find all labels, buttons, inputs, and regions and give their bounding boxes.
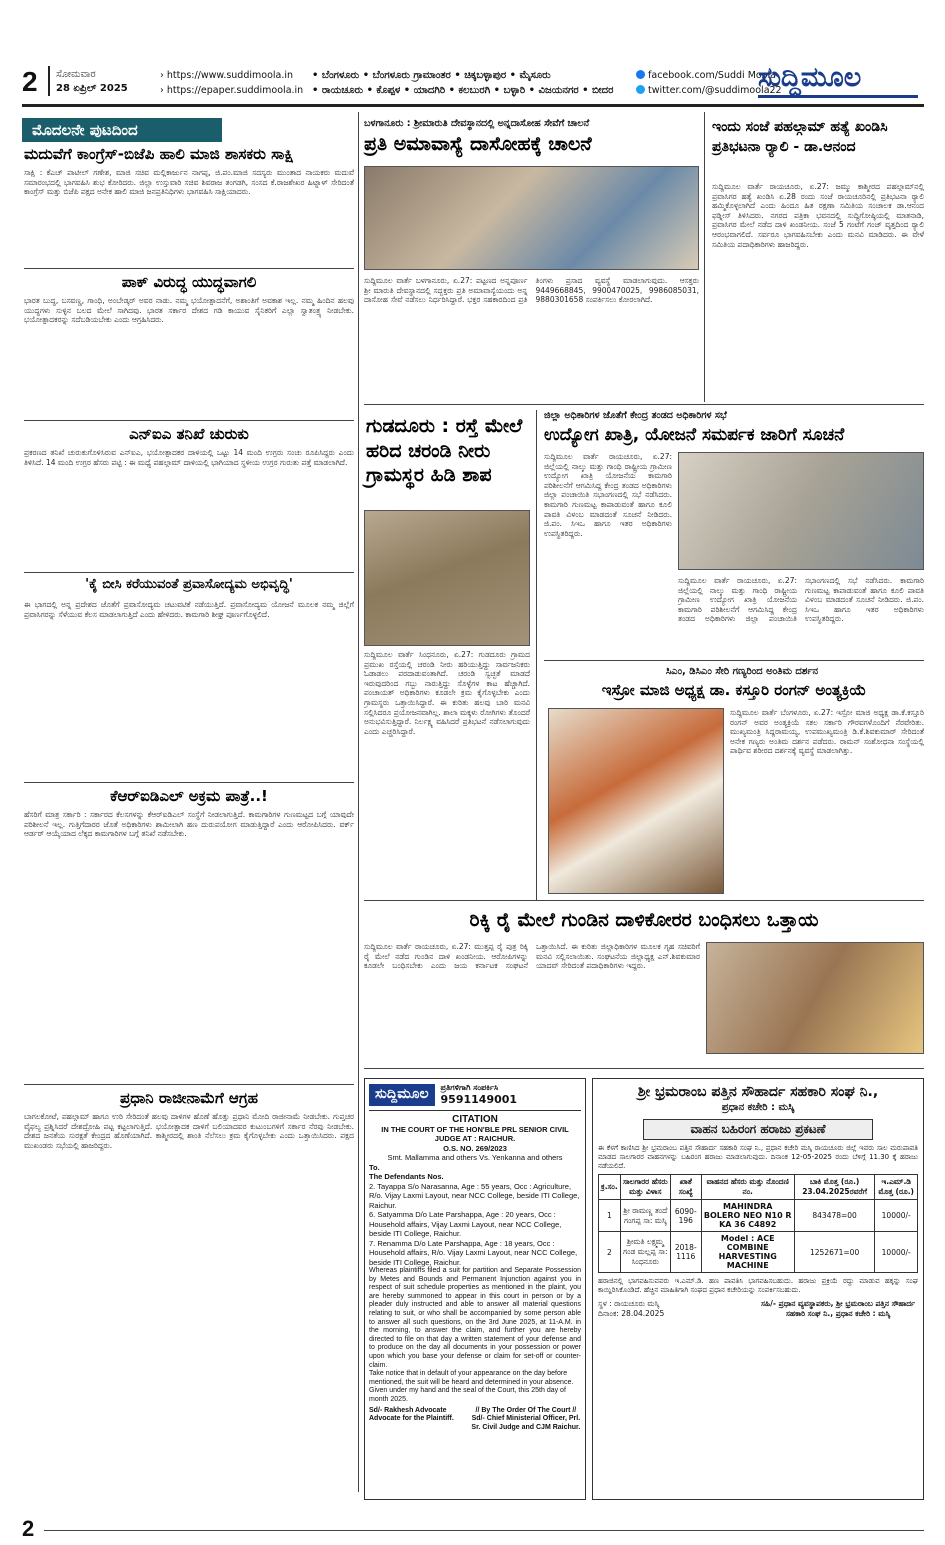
web-links (160, 68, 303, 98)
article-employment: ಸುದ್ದಿಮೂಲ ವಾರ್ತೆ ರಾಯಚೂರು, ಏ.27: ಜಿಲ್ಲೆಯಲ್ಲಿ ನಾಲ್ಕು ಮತ್ತು ಗಾಂಧಿ ರಾಷ್ಟ್ರೀಯ ಗ್ರಾಮೀಣ ಉದ್ಯೋಗ ಖಾತ್ರಿ ಯೋಜನೆಯ ಕಾಮಗಾರಿ ಪರಿಶೀಲನೆಗೆ ಆಗಮಿಸಿದ್ದ ಕೇಂದ್ರ ತಂಡದ ಅಧಿಕಾರಿಗಳು ಜಿಲ್ಲಾ ಪಂಚಾಯಿತಿ ಸಭಾಂಗಣದಲ್ಲಿ ಸಭೆ ನಡೆಸಿದರು. ಕಾಮಗಾರಿ ಗುಣಮಟ್ಟ ಕಾಪಾಡುವಂತೆ ಹಾಗೂ ಕೂಲಿ ಪಾವತಿ ವಿಳಂಬ ಮಾಡದಂತೆ ಸೂಚನೆ ನೀಡಿದರು. ಜಿ.ಪಂ. ಸಿಇಒ ಹಾಗೂ ಇತರ ಅಧಿಕಾರಿಗಳು ಉಪಸ್ಥಿತರಿದ್ದರು. (544, 452, 672, 538)
citation-given: Given under my hand and the seal of the Court, this 25th day of month 2025. (369, 1387, 566, 1403)
cell-account: 6090-196 (670, 1200, 701, 1232)
auction-date: ದಿನಾಂಕ: 28.04.2025 (598, 1308, 665, 1318)
cities-line-1: • ಬೆಂಗಳೂರು • ಬೆಂಗಳೂರು ಗ್ರಾಮಾಂತರ • ಚಿಕ್ಕಬಳ್ಳಾಪುರ • ಮೈಸೂರು (312, 70, 551, 81)
citation-defendants: The Defendants Nos. (369, 1172, 444, 1181)
divider (544, 660, 924, 661)
col-due: ಬಾಕಿ ಮೊತ್ತ (ರೂ.) 23.04.2025ರವರೆಗೆ (794, 1175, 875, 1200)
epaper-link[interactable]: https://epaper.suddimoola.in (166, 85, 304, 96)
photo-meeting (678, 452, 924, 570)
header-divider (48, 66, 50, 96)
cell-name: ಶ್ರೀಮತಿ ಲಕ್ಷ್ಮಮ್ಮ ಗಂಡ ಮಲ್ಲಪ್ಪ ಸಾ: ಸಿಂಧನೂರು (620, 1232, 670, 1273)
globe-icon: › (160, 85, 167, 96)
cell-account: 2018-1116 (670, 1232, 701, 1273)
contact-label: ಪ್ರತಿಗಳಿಗಾಗಿ ಸಂಪರ್ಕಿಸಿ (440, 1083, 499, 1092)
section-badge: ಮೊದಲನೇ ಪುಟದಿಂದ (22, 118, 222, 142)
cities-line-2: • ರಾಯಚೂರು • ಕೊಪ್ಪಳ • ಯಾದಗಿರಿ • ಕಲಬುರಗಿ • ಬಳ್ಳಾರಿ • ವಿಜಯನಗರ • ಬೀದರ (312, 85, 614, 96)
divider (24, 420, 354, 421)
header-rule (22, 104, 924, 107)
column-divider (358, 112, 359, 1492)
article-ricky-rai: ಸುದ್ದಿಮೂಲ ವಾರ್ತೆ ರಾಯಚೂರು, ಏ.27: ಮುತ್ತಪ್ಪ ರೈ ಪುತ್ರ ರಿಕ್ಕಿ ರೈ ಮೇಲೆ ನಡೆದ ಗುಂಡಿನ ದಾಳಿ ಖಂಡನೀಯ. ಆರೋಪಿಗಳನ್ನು ಕೂಡಲೇ ಬಂಧಿಸಬೇಕು ಎಂದು ಜಯ ಕರ್ನಾಟಕ ಸಂಘಟನೆ ಒತ್ತಾಯಿಸಿದೆ. ಈ ಕುರಿತು ಜಿಲ್ಲಾಧಿಕಾರಿಗಳ ಮೂಲಕ ಗೃಹ ಸಚಿವರಿಗೆ ಮನವಿ ಸಲ್ಲಿಸಲಾಯಿತು. ಸಂಘಟನೆಯ ಜಿಲ್ಲಾಧ್ಯಕ್ಷ ಎನ್.ಶಿವಕುಮಾರ ಯಾದವ್ ಸೇರಿದಂತೆ ಪದಾಧಿಕಾರಿಗಳು ಇದ್ದರು. (364, 942, 700, 971)
kicker-isro: ಸಿಎಂ, ಡಿಸಿಎಂ ಸೇರಿ ಗಣ್ಯರಿಂದ ಅಂತಿಮ ದರ್ಶನ (665, 666, 819, 677)
article-wedding: ಸಾಕ್ಷಿ : ಕೆಎಚ್ ಪಾಟೀಲ್ ಗಣೇಶ, ಮಾಜಿ ಸಚಿವ ಮಲ್ಲಿಕಾರ್ಜುನ ನಾಗಪ್ಪ, ಜಿ.ಪಂ.ಮಾಜಿ ಸದಸ್ಯರು ಮುಂತಾದ ನಾಯಕರು ಮದುವೆ ಸಮಾರಂಭದಲ್ಲಿ ಭಾಗವಹಿಸಿ ಶುಭ ಕೋರಿದರು. ಜಿಲ್ಲಾ ಉಸ್ತುವಾರಿ ಸಚಿವ ಶಿವರಾಜ ತಂಗಡಗಿ, ಸಂಸದ ಕೆ.ರಾಜಶೇಖರ ಹಿಟ್ನಾಳ್ ಸೇರಿದಂತೆ ಕಾಂಗ್ರೆಸ್ ಮತ್ತು ಬಿಜೆಪಿ ಪಕ್ಷದ ಅನೇಕ ಹಾಲಿ ಮಾಜಿ ಜನಪ್ರತಿನಿಧಿಗಳು ಭಾಗವಹಿಸಿ ಸಾಕ್ಷಿಯಾದರು. (24, 168, 354, 197)
divider (364, 900, 924, 901)
headline-kridl: ಕೆಆರ್‌ಐಡಿಎಲ್ ಅಕ್ರಮ ಪಾತ್ರೆ..! (110, 787, 268, 805)
date: 28 ಏಪ್ರಿಲ್ 2025 (56, 83, 128, 94)
cell-due: 843478=00 (794, 1200, 875, 1232)
headline-tourism: 'ಕೈ ಬೀಸಿ ಕರೆಯುವಂತೆ ಪ್ರವಾಸೋದ್ಯಮ ಅಭಿವೃದ್ಧಿ' (85, 577, 293, 592)
table-row (599, 1200, 918, 1232)
article-pm-resign: ಬಾಗಲಕೋಟೆ, ಪಹಲ್ಗಾಮ್ ಹಾಗೂ ಉರಿ ಸೇರಿದಂತೆ ಹಲವು ದಾಳಿಗಳ ಹೊಣೆ ಹೊತ್ತು ಪ್ರಧಾನಿ ಮೋದಿ ರಾಜೀನಾಮೆ ನೀಡಬೇಕು. ಗುಪ್ತಚರ ವೈಫಲ್ಯ ಪ್ರಶ್ನಿಸಿದರೆ ದೇಶದ್ರೋಹಿ ಪಟ್ಟ ಕಟ್ಟಲಾಗುತ್ತಿದೆ. ಭಯೋತ್ಪಾದಕ ದಾಳಿಗೆ ಬಲಿಯಾದವರ ಕುಟುಂಬಗಳಿಗೆ ಸರ್ಕಾರ ನೆರವು ನೀಡಬೇಕು. ದೇಶದ ಜನತೆಯ ಸುರಕ್ಷತೆ ಕೇಂದ್ರದ ಹೊಣೆಯಾಗಿದೆ. ಕಾಶ್ಮೀರದಲ್ಲಿ ಶಾಂತಿ ನೆಲೆಸಲು ಕ್ರಮ ಕೈಗೊಳ್ಳಬೇಕು ಎಂದು ಒತ್ತಾಯಿಸಿದರು. ಪಕ್ಷದ ಮುಖಂಡರು ಸಭೆಯಲ್ಲಿ ಹಾಜರಿದ್ದರು. (24, 1112, 354, 1150)
headline-nia: ಎನ್‌ಐಎ ತನಿಖೆ ಚುರುಕು (129, 425, 249, 443)
auction-intro: ಈ ಕೆಳಗೆ ಕಾಣಿಸಿದ ಶ್ರೀ ಭ್ರಮರಾಂಬ ಪತ್ತಿನ ಸೌಹಾರ್ದ ಸಹಕಾರಿ ಸಂಘ ನಿ., ಪ್ರಧಾನ ಕಚೇರಿ ಮಸ್ಕಿ ರಾಯಚೂರು ಜಿಲ್ಲೆ ಇವರು ಸಾಲ ಮರುಪಾವತಿ ಮಾಡದ ಸಾಲಗಾರರ ವಾಹನಗಳನ್ನು ಬಹಿರಂಗ ಹರಾಜು ಮಾಡಲಾಗುವುದು. ದಿನಾಂಕ 12-05-2025 ರಂದು ಬೆಳಿಗ್ಗೆ 11.30 ಕ್ಕೆ ಹರಾಜು ನಡೆಯಲಿದೆ. (598, 1144, 918, 1170)
society-office: ಪ್ರಧಾನ ಕಚೇರಿ : ಮಸ್ಕಿ (721, 1102, 795, 1113)
page-number: 2 (22, 66, 38, 97)
article-tourism: ಈ ಭಾಗದಲ್ಲಿ ಅನ್ನ ಪ್ರದೇಶದ ಜೊತೆಗೆ ಪ್ರವಾಸೋದ್ಯಮ ಚಟುವಟಿಕೆ ನಡೆಯುತ್ತಿದೆ. ಪ್ರವಾಸೋದ್ಯಮ ಯೋಜನೆ ಮೂಲಕ ನಮ್ಮ ಜಿಲ್ಲೆಗೆ ಪ್ರವಾಸಿಗರನ್ನು ಸೆಳೆಯುವ ಕೆಲಸ ಮಾಡಲಾಗುತ್ತಿದೆ ಎಂದು ಹೇಳಿದರು. ಕಾಮಗಾರಿ ಶೀಘ್ರ ಪೂರ್ಣಗೊಳ್ಳಲಿದೆ. (24, 600, 354, 619)
cell-due: 1252671=00 (794, 1232, 875, 1273)
divider (364, 404, 924, 405)
divider (24, 572, 354, 573)
website-link[interactable]: https://www.suddimoola.in (166, 70, 294, 81)
citation-logo: ಸುದ್ದಿಮೂಲ (369, 1084, 435, 1106)
article-isro: ಸುದ್ದಿಮೂಲ ವಾರ್ತೆ ಬೆಂಗಳೂರು, ಏ.27: ಇಸ್ರೋ ಮಾಜಿ ಅಧ್ಯಕ್ಷ ಡಾ.ಕೆ.ಕಸ್ತೂರಿ ರಂಗನ್ ಅವರ ಅಂತ್ಯಕ್ರಿಯೆ ಸಕಲ ಸರ್ಕಾರಿ ಗೌರವಗಳೊಂದಿಗೆ ನೆರವೇರಿತು. ಮುಖ್ಯಮಂತ್ರಿ ಸಿದ್ದರಾಮಯ್ಯ, ಉಪಮುಖ್ಯಮಂತ್ರಿ ಡಿ.ಕೆ.ಶಿವಕುಮಾರ್ ಸೇರಿದಂತೆ ಅನೇಕ ಗಣ್ಯರು ಅಂತಿಮ ದರ್ಶನ ಪಡೆದರು. ರಾಮನ್ ಸಂಶೋಧನಾ ಸಂಸ್ಥೆಯಲ್ಲಿ ಪಾರ್ಥಿವ ಶರೀರದ ದರ್ಶನಕ್ಕೆ ವ್ಯವಸ್ಥೆ ಮಾಡಲಾಗಿತ್ತು. (730, 708, 924, 756)
contact-phone: 9591149001 (440, 1093, 518, 1106)
col-account: ಖಾತೆ ಸಂಖ್ಯೆ (670, 1175, 701, 1200)
citation-to: To. (369, 1162, 380, 1172)
citation-sign-right: // By The Order Of The Court // Sd/- Chief Ministerial Officer, Prl. Sr. Civil Judge and CJM Raichur. (471, 1406, 581, 1431)
headline-ricky-rai: ರಿಕ್ಕಿ ರೈ ಮೇಲೆ ಗುಂಡಿನ ದಾಳಿಕೋರರ ಬಂಧಿಸಲು ಒತ್ತಾಯ (469, 909, 819, 931)
citation-title: CITATION (452, 1114, 498, 1125)
dateline (56, 68, 128, 96)
headline-dasoha: ಪ್ರತಿ ಅಮಾವಾಸ್ಯೆ ದಾಸೋಹಕ್ಕೆ ಚಾಲನೆ (364, 133, 592, 155)
cell-emd: 10000/- (875, 1200, 918, 1232)
citation-court: IN THE COURT OF THE HON'BLE PRL SENIOR CIVIL JUDGE AT : RAICHUR. (381, 1124, 569, 1143)
cell-emd: 10000/- (875, 1232, 918, 1273)
photo-drain (364, 510, 530, 646)
divider (24, 268, 354, 269)
auction-terms: ಹರಾಜಿನಲ್ಲಿ ಭಾಗವಹಿಸುವವರು ಇ.ಎಮ್.ಡಿ. ಹಣ ಪಾವತಿಸಿ ಭಾಗವಹಿಸಬಹುದು. ಹರಾಜು ಪ್ರಕ್ರಿಯೆ ರದ್ದು ಮಾಡುವ ಹಕ್ಕನ್ನು ಸಂಘ ಕಾಯ್ದಿರಿಸಿಕೊಂಡಿದೆ. ಹೆಚ್ಚಿನ ಮಾಹಿತಿಗಾಗಿ ಸಂಘದ ಪ್ರಧಾನ ಕಚೇರಿಯನ್ನು ಸಂಪರ್ಕಿಸಬಹುದು. (598, 1277, 918, 1295)
photo-memorandum (706, 942, 924, 1054)
defendant-3: 7. Renamma D/o Late Parshappa, Age : 18 years, Occ : Household affairs, R/o. Vijay Laxmi Layout, near NCC College, beside ITI College, Raichur. (369, 1238, 578, 1267)
kicker-dasoha: ಬಳಗಾನೂರು : ಶ್ರೀಮಾರುತಿ ದೇವಸ್ಥಾನದಲ್ಲಿ ಅನ್ನದಾಸೋಹ ಸೇವೆಗೆ ಚಾಲನೆ (364, 118, 590, 129)
col-name: ಸಾಲಗಾರರ ಹೆಸರು ಮತ್ತು ವಿಳಾಸ (620, 1175, 670, 1200)
article-employment-cont: ಸುದ್ದಿಮೂಲ ವಾರ್ತೆ ರಾಯಚೂರು, ಏ.27: ಜಿಲ್ಲೆಯಲ್ಲಿ ನಾಲ್ಕು ಮತ್ತು ಗಾಂಧಿ ರಾಷ್ಟ್ರೀಯ ಗ್ರಾಮೀಣ ಉದ್ಯೋಗ ಖಾತ್ರಿ ಯೋಜನೆಯ ಕಾಮಗಾರಿ ಪರಿಶೀಲನೆಗೆ ಆಗಮಿಸಿದ್ದ ಕೇಂದ್ರ ತಂಡದ ಅಧಿಕಾರಿಗಳು ಜಿಲ್ಲಾ ಪಂಚಾಯಿತಿ ಸಭಾಂಗಣದಲ್ಲಿ ಸಭೆ ನಡೆಸಿದರು. ಕಾಮಗಾರಿ ಗುಣಮಟ್ಟ ಕಾಪಾಡುವಂತೆ ಹಾಗೂ ಕೂಲಿ ಪಾವತಿ ವಿಳಂಬ ಮಾಡದಂತೆ ಸೂಚನೆ ನೀಡಿದರು. ಜಿ.ಪಂ. ಸಿಇಒ ಹಾಗೂ ಇತರ ಅಧಿಕಾರಿಗಳು ಉಪಸ್ಥಿತರಿದ್ದರು. (678, 576, 924, 624)
article-rally: ಸುದ್ದಿಮೂಲ ವಾರ್ತೆ ರಾಯಚೂರು, ಏ.27: ಜಮ್ಮು ಕಾಶ್ಮೀರದ ಪಹಲ್ಗಾಮ್‌ನಲ್ಲಿ ಪ್ರವಾಸಿಗರ ಹತ್ಯೆ ಖಂಡಿಸಿ ಏ.28 ರಂದು ಸಂಜೆ ರಾಯಚೂರಿನಲ್ಲಿ ಪ್ರತಿಭಟನಾ ರ‍್ಯಾಲಿ ಹಮ್ಮಿಕೊಳ್ಳಲಾಗಿದೆ ಎಂದು ಹಿಂದೂ ಹಿತ ರಕ್ಷಣಾ ಸಮಿತಿಯ ಸಂಚಾಲಕ ಡಾ.ಆನಂದ ಫಡ್ನೀಸ್ ತಿಳಿಸಿದರು. ನಗರದ ಪತ್ರಿಕಾ ಭವನದಲ್ಲಿ ಸುದ್ದಿಗೋಷ್ಠಿಯಲ್ಲಿ ಮಾತನಾಡಿ, ಪ್ರವಾಸಿಗರ ಮೇಲೆ ನಡೆದ ದಾಳಿ ಖಂಡನೀಯ. ಸಂಜೆ 5 ಗಂಟೆಗೆ ಗಂಜ್ ವೃತ್ತದಿಂದ ರ‍್ಯಾಲಿ ಆರಂಭವಾಗಲಿದೆ. ಸರ್ವರೂ ಭಾಗವಹಿಸಬೇಕು ಎಂದು ಮನವಿ ಮಾಡಿದರು. ಈ ವೇಳೆ ಸಮಿತಿಯ ಪದಾಧಿಕಾರಿಗಳು ಹಾಜರಿದ್ದರು. (712, 182, 924, 249)
col-emd: ಇ.ಎಮ್.ಡಿ ಮೊತ್ತ (ರೂ.) (875, 1175, 918, 1200)
day: ಸೋಮವಾರ (56, 69, 96, 80)
headline-employment: ಉದ್ಯೋಗ ಖಾತ್ರಿ, ಯೋಜನೆ ಸಮರ್ಪಕ ಜಾರಿಗೆ ಸೂಚನೆ (544, 425, 845, 445)
photo-dasoha (364, 166, 699, 270)
article-pak-war: ಭಾರತ ಬುದ್ಧ, ಬಸವಣ್ಣ, ಗಾಂಧಿ, ಅಂಬೇಡ್ಕರ್ ಅವರ ನಾಡು. ನಮ್ಮ ಭಯೋತ್ಪಾದನೆಗೆ, ಅಶಾಂತಿಗೆ ಅವಕಾಶ ಇಲ್ಲ. ನಮ್ಮ ಹಿಂದಿನ ಹಲವು ಯುದ್ಧಗಳು ಸುಳ್ಳಿನ ಬಲದ ಮೇಲೆ ಸಾಗಿದವು. ಭಾರತ ಸರ್ಕಾರ ದೇಶದ ಗಡಿ ಕಾಯುವ ಸೈನಿಕರಿಗೆ ಎಲ್ಲಾ ಸ್ವಾತಂತ್ರ್ಯ ನೀಡಬೇಕು. ಭಯೋತ್ಪಾದಕರನ್ನು ಸದೆಬಡಿಯಬೇಕು ಎಂದು ಆಗ್ರಹಿಸಿದರು. (24, 296, 354, 325)
column-divider (536, 410, 537, 900)
divider (364, 1068, 924, 1069)
headline-wedding: ಮದುವೆಗೆ ಕಾಂಗ್ರೆಸ್-ಬಿಜೆಪಿ ಹಾಲಿ ಮಾಜಿ ಶಾಸಕರು ಸಾಕ್ಷಿ (24, 145, 294, 163)
citation-sign-left: Sd/- Rakhesh Advocate Advocate for the Plaintiff. (369, 1406, 454, 1423)
cell-vehicle: Model : ACE COMBINE HARVESTING MACHINE (701, 1232, 794, 1273)
table-row (599, 1232, 918, 1273)
auction-table (598, 1174, 918, 1273)
cell-sl: 2 (599, 1232, 621, 1273)
article-nia: ಪ್ರಕರಣದ ತನಿಖೆ ಚುರುಕುಗೊಳಿಸಿರುವ ಎನ್‌ಐಎ, ಭಯೋತ್ಪಾದಕರ ದಾಳಿಯಲ್ಲಿ ಒಟ್ಟು 14 ಮಂದಿ ಉಗ್ರರು ಸಂಚು ರೂಪಿಸಿದ್ದರು ಎಂದು ತಿಳಿಸಿದೆ. 14 ಮಂದಿ ಉಗ್ರರ ಹೆಸರು ಪಟ್ಟಿ : ಈ ಮಧ್ಯೆ ಪಹಲ್ಗಾಮ್ ದಾಳಿಯಲ್ಲಿ ಭಾಗಿಯಾದ ಸ್ಥಳೀಯ ಉಗ್ರರ ಗುರುತು ಪತ್ತೆ ಮಾಡಲಾಗಿದೆ. (24, 448, 354, 467)
city-editions (312, 68, 613, 98)
footer-page-number: 2 (22, 1516, 35, 1541)
cell-name: ಶ್ರೀ ರಾಮಣ್ಣ ತಂದೆ ಗಂಗಪ್ಪ ಸಾ: ಮಸ್ಕಿ (620, 1200, 670, 1232)
citation-case: O.S. NO. 269/2023 (443, 1143, 507, 1153)
citation-ad (364, 1078, 586, 1500)
masthead-logo: ಸುದ್ದಿಮೂಲ (758, 62, 918, 98)
article-dasoha: ಸುದ್ದಿಮೂಲ ವಾರ್ತೆ ಬಳಗಾನೂರು, ಏ.27: ಪಟ್ಟಣದ ಅನ್ನಪೂರ್ಣ ಶ್ರೀ ಮಾರುತಿ ದೇವಸ್ಥಾನದಲ್ಲಿ ಸದ್ಭಕ್ತರು ಪ್ರತಿ ಅಮಾವಾಸ್ಯೆಯಂದು ಅನ್ನ ದಾಸೋಹ ಸೇವೆ ನಡೆಸಲು ನಿರ್ಧರಿಸಿದ್ದಾರೆ. ಭಕ್ತರ ಸಹಕಾರದಿಂದ ಪ್ರತಿ ತಿಂಗಳು ಪ್ರಸಾದ ವ್ಯವಸ್ಥೆ ಮಾಡಲಾಗುವುದು. ಆಸಕ್ತರು 9449668845, 9900470025, 9986085031, 9880301658 ಸಂಪರ್ಕಿಸಲು ಕೋರಲಾಗಿದೆ. (364, 276, 699, 305)
cell-sl: 1 (599, 1200, 621, 1232)
divider (24, 782, 354, 783)
headline-pak-war: ಪಾಕ್ ವಿರುದ್ಧ ಯುದ್ಧವಾಗಲಿ (121, 273, 257, 291)
twitter-icon (636, 85, 645, 94)
auction-place: ಸ್ಥಳ : ರಾಯಚೂರು ಮಸ್ಕಿ (598, 1298, 660, 1308)
defendant-2: 6. Satyamma D/o Late Parshappa, Age : 20 years, Occ : Household affairs, Vijay Laxmi Layout, near NCC College, beside ITI College, Raichur. (369, 1210, 562, 1238)
facebook-icon (636, 70, 645, 79)
headline-gudadur: ಗುಡದೂರು : ರಸ್ತೆ ಮೇಲೆ ಹರಿದ ಚರಂಡಿ ನೀರು ಗ್ರಾಮಸ್ಥರ ಹಿಡಿ ಶಾಪ (366, 415, 523, 487)
facebook-link[interactable]: facebook.com/Suddi Moola (648, 70, 776, 81)
auction-sign: ಸಹಿ/- ಪ್ರಧಾನ ವ್ಯವಸ್ಥಾಪಕರು, ಶ್ರೀ ಭ್ರಮರಾಂಬ ಪತ್ತಿನ ಸೌಹಾರ್ದ ಸಹಕಾರಿ ಸಂಘ ನಿ., ಪ್ರಧಾನ ಕಚೇರಿ : ಮಸ್ಕಿ (760, 1298, 916, 1318)
globe-icon: › (160, 70, 167, 81)
headline-pm-resign: ಪ್ರಧಾನಿ ರಾಜೀನಾಮೆಗೆ ಆಗ್ರಹ (120, 1089, 258, 1107)
citation-body: Whereas plaintiffs filed a suit for partition and Separate Possession by Metes and Bounds and Permanent Injunction against you in respect of suit schedule properties as mentioned in the plaint, you are hereby summoned to appear in this court in person or by a pleader duly instructed and able to answer all material questions relating to suit, or who shall be accompanied by some person able to answer all such questions, on the 3rd June 2025, at 11-A.M. in the morning, to answer the claim, and further you are hereby directed to file on that day a written statement of your defense and to produce on the day all documents in your possession or power upon which you base your defense or claim for set-off or counter-claim. (369, 1267, 581, 1369)
citation-notice: Take notice that in default of your appearance on the day before mentioned, the suit will be heard and determined in your absence. (369, 1370, 574, 1386)
citation-parties: Smt. Mallamma and others Vs. Yenkanna and others (387, 1153, 563, 1162)
defendant-1: 2. Tayappa S/o Narasanna, Age : 55 years, Occ : Agriculture, R/o. Vijay Laxmi Layout, near NCC College, beside ITI College, Raichur. (369, 1181, 580, 1210)
col-sl: ಕ್ರ.ಸಂ. (599, 1175, 621, 1200)
auction-ad (592, 1078, 924, 1500)
auction-title: ವಾಹನ ಬಹಿರಂಗ ಹರಾಜು ಪ್ರಕಟಣೆ (643, 1119, 873, 1140)
photo-funeral (548, 708, 724, 894)
kicker-meeting: ಜಿಲ್ಲಾ ಅಧಿಕಾರಿಗಳ ಜೊತೆಗೆ ಕೇಂದ್ರ ತಂಡದ ಅಧಿಕಾರಿಗಳ ಸಭೆ (544, 410, 727, 421)
society-name: ಶ್ರೀ ಭ್ರಮರಾಂಬ ಪತ್ತಿನ ಸೌಹಾರ್ದ ಸಹಕಾರಿ ಸಂಘ ನಿ., (637, 1084, 879, 1100)
headline-isro: ಇಸ್ರೋ ಮಾಜಿ ಅಧ್ಯಕ್ಷ ಡಾ. ಕಸ್ತೂರಿ ರಂಗನ್ ಅಂತ್ಯಕ್ರಿಯೆ (601, 681, 867, 699)
twitter-link[interactable]: twitter.com/@suddimoola22 (648, 85, 782, 96)
divider (24, 1084, 354, 1085)
headline-rally: ಇಂದು ಸಂಜೆ ಪಹಲ್ಗಾಮ್ ಹತ್ಯೆ ಖಂಡಿಸಿ ಪ್ರತಿಭಟನಾ ರ‍್ಯಾಲಿ - ಡಾ.ಆನಂದ (712, 119, 888, 155)
article-gudadur: ಸುದ್ದಿಮೂಲ ವಾರ್ತೆ ಸಿಂಧನೂರು, ಏ.27: ಗುಡದೂರು ಗ್ರಾಮದ ಪ್ರಮುಖ ರಸ್ತೆಯಲ್ಲಿ ಚರಂಡಿ ನೀರು ಹರಿಯುತ್ತಿದ್ದು ಸಾರ್ವಜನಿಕರು ಓಡಾಡಲು ಪರದಾಡುವಂತಾಗಿದೆ. ಚರಂಡಿ ಸ್ವಚ್ಛತೆ ಮಾಡದೆ ಇರುವುದರಿಂದ ಗಬ್ಬು ನಾರುತ್ತಿದ್ದು ಸೊಳ್ಳೆಗಳ ಕಾಟ ಹೆಚ್ಚಾಗಿದೆ. ಪಂಚಾಯತ್ ಅಧಿಕಾರಿಗಳು ಕೂಡಲೇ ಕ್ರಮ ಕೈಗೊಳ್ಳಬೇಕು ಎಂದು ಗ್ರಾಮಸ್ಥರು ಒತ್ತಾಯಿಸಿದ್ದಾರೆ. ಈ ಕುರಿತು ಹಲವು ಬಾರಿ ಮನವಿ ಸಲ್ಲಿಸಿದರೂ ಪ್ರಯೋಜನವಾಗಿಲ್ಲ. ಶಾಲಾ ಮಕ್ಕಳು ರೋಗಿಗಳು ತೊಂದರೆ ಅನುಭವಿಸುತ್ತಿದ್ದಾರೆ. ನಿರ್ಲಕ್ಷ್ಯ ವಹಿಸಿದರೆ ಪ್ರತಿಭಟನೆ ನಡೆಸಲಾಗುವುದು ಎಂದು ಎಚ್ಚರಿಸಿದ್ದಾರೆ. (364, 650, 530, 736)
col-vehicle: ವಾಹನದ ಹೆಸರು ಮತ್ತು ನೊಂದಣಿ ನಂ. (701, 1175, 794, 1200)
footer-rule (44, 1530, 924, 1531)
column-divider (704, 112, 705, 402)
cell-vehicle: MAHINDRA BOLERO NEO N10 R KA 36 C4892 (701, 1200, 794, 1232)
article-kridl: ಹೆಸರಿಗೆ ಮಾತ್ರ ಸರ್ಕಾರಿ : ಸರ್ಕಾರದ ಕೆಲಸಗಳನ್ನು ಕೆಆರ್‌ಐಡಿಎಲ್ ಸಂಸ್ಥೆಗೆ ನೀಡಲಾಗುತ್ತಿದೆ. ಕಾಮಗಾರಿಗಳ ಗುಣಮಟ್ಟದ ಬಗ್ಗೆ ಯಾವುದೇ ಪರಿಶೀಲನೆ ಇಲ್ಲ. ಗುತ್ತಿಗೆದಾರರ ಜೊತೆ ಅಧಿಕಾರಿಗಳು ಶಾಮೀಲಾಗಿ ಹಣ ದುರುಪಯೋಗ ಮಾಡುತ್ತಿದ್ದಾರೆ ಎಂದು ಆರೋಪಿಸಿದರು. ವರ್ಕ್ ಆರ್ಡರ್ ಆಯ್ಕೆಯಾದ ಲೆಕ್ಕದ ಕಾಮಗಾರಿಗಳ ಬಗ್ಗೆ ತನಿಖೆ ನಡೆಸಬೇಕು. (24, 810, 354, 839)
